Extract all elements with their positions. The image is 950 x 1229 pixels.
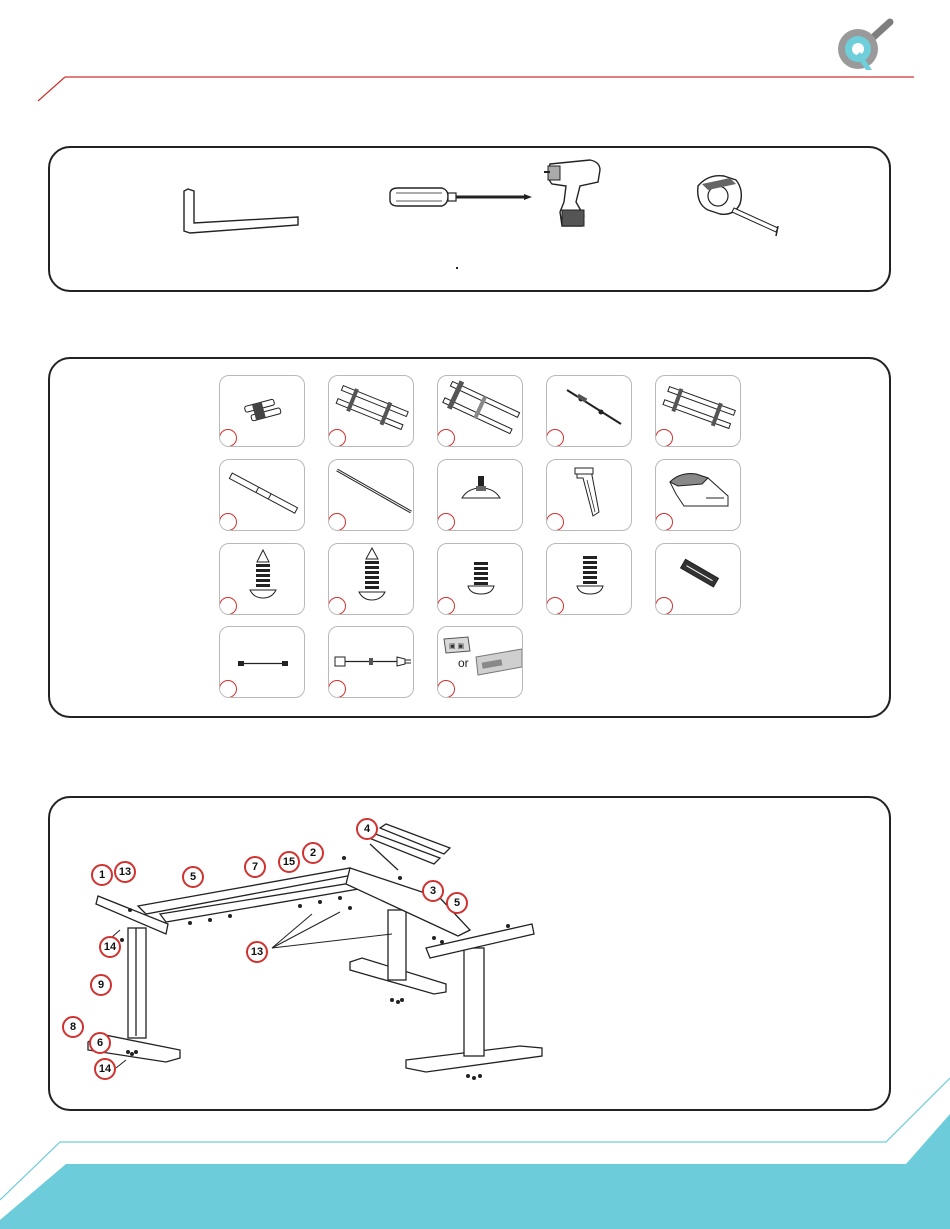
part-number-badge <box>219 680 237 698</box>
part-number-badge <box>437 513 455 531</box>
desk-frame-diagram <box>50 798 893 1113</box>
part-card <box>219 543 305 615</box>
power-drill-icon <box>540 156 610 230</box>
part-number-badge <box>655 513 673 531</box>
header-rule <box>0 0 950 110</box>
callout: 6 <box>89 1032 111 1054</box>
allen-key-icon <box>180 183 305 238</box>
part-card <box>437 459 523 531</box>
part-number-badge <box>546 429 564 447</box>
logo-icon <box>832 18 896 76</box>
part-card <box>437 375 523 447</box>
svg-text:▣ ▣: ▣ ▣ <box>449 643 465 650</box>
part-card <box>219 626 305 698</box>
part-number-badge <box>328 597 346 615</box>
part-card <box>328 459 414 531</box>
callout: 5 <box>446 892 468 914</box>
callout: 15 <box>278 851 300 873</box>
callout: 4 <box>356 818 378 840</box>
callout: 13 <box>114 861 136 883</box>
part-card <box>437 626 523 698</box>
or-label: or <box>458 656 469 670</box>
part-number-badge <box>219 513 237 531</box>
part-number-badge <box>328 680 346 698</box>
part-card <box>546 459 632 531</box>
part-number-badge <box>219 597 237 615</box>
part-card <box>328 543 414 615</box>
part-number-badge <box>655 597 673 615</box>
part-number-badge <box>546 513 564 531</box>
part-number-badge <box>328 429 346 447</box>
callout: 2 <box>302 842 324 864</box>
part-card <box>437 543 523 615</box>
tape-measure-icon <box>690 170 790 242</box>
tools-panel <box>48 146 891 292</box>
part-card <box>655 375 741 447</box>
part-number-badge <box>546 597 564 615</box>
part-card <box>546 543 632 615</box>
part-card <box>219 459 305 531</box>
part-number-badge <box>328 513 346 531</box>
callout: 14 <box>99 936 121 958</box>
callout: 13 <box>246 941 268 963</box>
callout: 8 <box>62 1016 84 1038</box>
screwdriver-icon <box>386 182 536 218</box>
part-card <box>328 626 414 698</box>
callout: 7 <box>244 856 266 878</box>
part-number-badge <box>655 429 673 447</box>
part-card <box>546 375 632 447</box>
assembly-panel <box>48 796 891 1111</box>
part-card <box>655 543 741 615</box>
part-number-badge <box>437 429 455 447</box>
part-card <box>219 375 305 447</box>
callout: 5 <box>182 866 204 888</box>
parts-panel <box>48 357 891 718</box>
part-number-badge <box>219 429 237 447</box>
callout: 9 <box>90 974 112 996</box>
callout: 1 <box>91 864 113 886</box>
callout: 14 <box>94 1058 116 1080</box>
part-card <box>655 459 741 531</box>
part-number-badge <box>437 680 455 698</box>
part-card <box>328 375 414 447</box>
footer-band <box>0 1070 950 1229</box>
part-number-badge <box>437 597 455 615</box>
dot-mark <box>456 267 458 269</box>
callout: 3 <box>422 880 444 902</box>
